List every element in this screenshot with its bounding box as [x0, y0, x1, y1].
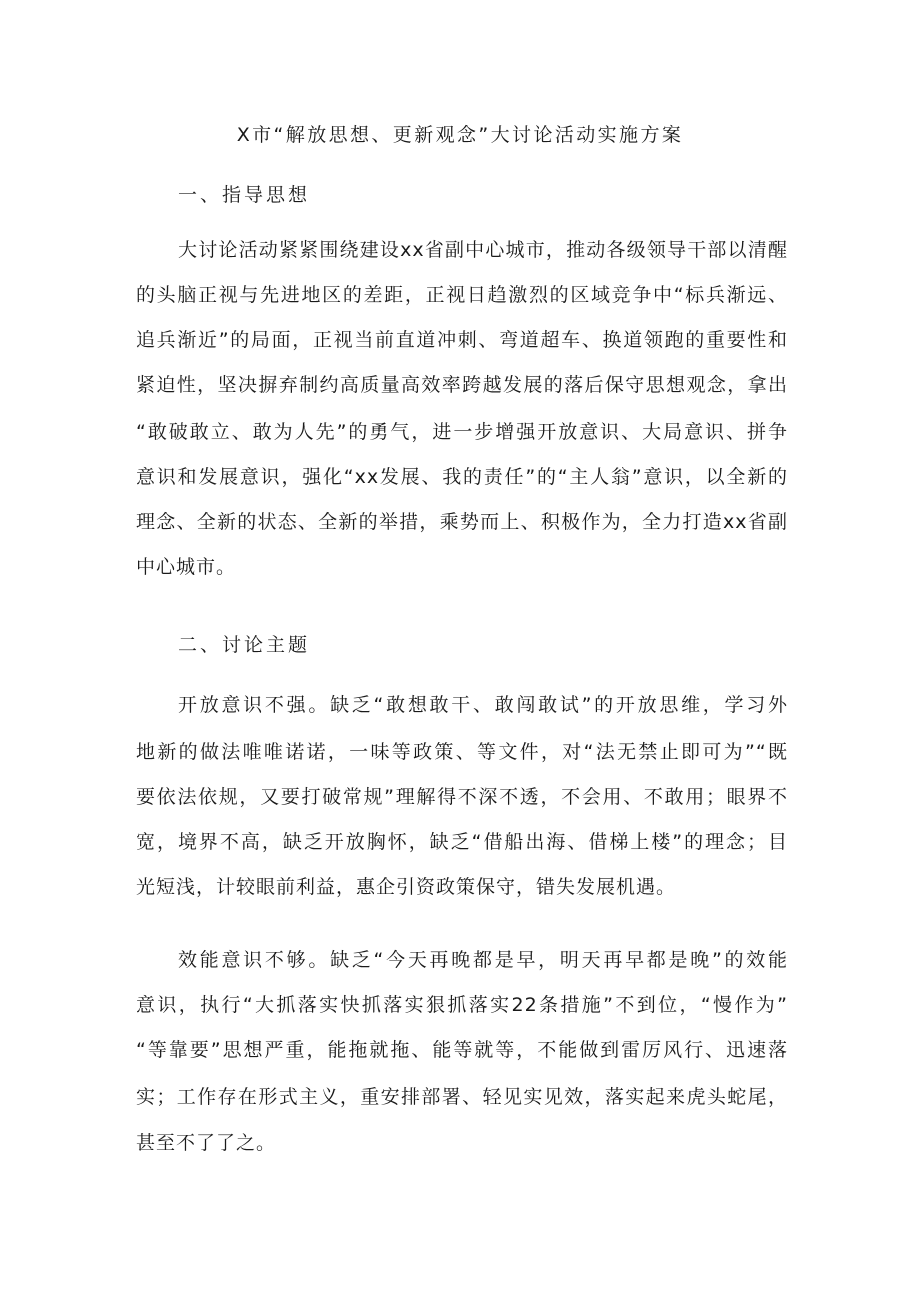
paragraph-line: 追兵渐近”的局面，正视当前直道冲刺、弯道超车、换道领跑的重要性和 — [136, 329, 788, 351]
paragraph-line: 的头脑正视与先进地区的差距，正视日趋激烈的区域竞争中“标兵渐远、 — [136, 284, 788, 306]
paragraph-line: 要依法依规，又要打破常规”理解得不深不透，不会用、不敢用；眼界不 — [136, 786, 788, 808]
paragraph-line: 光短浅，计较眼前利益，惠企引资政策保守，错失发展机遇。 — [136, 876, 677, 898]
paragraph-line: 意识，执行“大抓落实快抓落实狠抓落实22条措施”不到位，“慢作为” — [136, 994, 788, 1016]
paragraph-line: 效能意识不够。缺乏“今天再晚都是早，明天再早都是晚”的效能 — [178, 949, 788, 971]
paragraph-line: 甚至不了了之。 — [136, 1132, 277, 1154]
paragraph-line: 大讨论活动紧紧围绕建设xx省副中心城市，推动各级领导干部以清醒 — [178, 239, 788, 261]
paragraph-line: 实；工作存在形式主义，重安排部署、轻见实见效，落实起来虎头蛇尾， — [136, 1086, 788, 1108]
paragraph-line: 地新的做法唯唯诺诺，一味等政策、等文件，对“法无禁止即可为”“既 — [136, 741, 788, 763]
paragraph-line: 紧迫性，坚决摒弃制约高质量高效率跨越发展的落后保守思想观念，拿出 — [136, 374, 788, 396]
paragraph-line: 宽，境界不高，缺乏开放胸怀，缺乏“借船出海、借梯上楼”的理念；目 — [136, 831, 788, 853]
paragraph-line: “等靠要”思想严重，能拖就拖、能等就等，不能做到雷厉风行、迅速落 — [136, 1039, 788, 1061]
section-heading-guiding-ideology: 一、指导思想 — [178, 184, 311, 206]
paragraph-line: 开放意识不强。缺乏“敢想敢干、敢闯敢试”的开放思维，学习外 — [178, 694, 788, 716]
document-title: X市“解放思想、更新观念”大讨论活动实施方案 — [236, 124, 684, 146]
paragraph-line: 理念、全新的状态、全新的举措，乘势而上、积极作为，全力打造xx省副 — [136, 511, 788, 533]
paragraph-line: 意识和发展意识，强化“xx发展、我的责任”的“主人翁”意识，以全新的 — [136, 466, 788, 488]
section-heading-discussion-topics: 二、讨论主题 — [178, 634, 311, 656]
paragraph-line: 中心城市。 — [136, 556, 237, 578]
paragraph-line: “敢破敢立、敢为人先”的勇气，进一步增强开放意识、大局意识、拼争 — [136, 421, 788, 443]
